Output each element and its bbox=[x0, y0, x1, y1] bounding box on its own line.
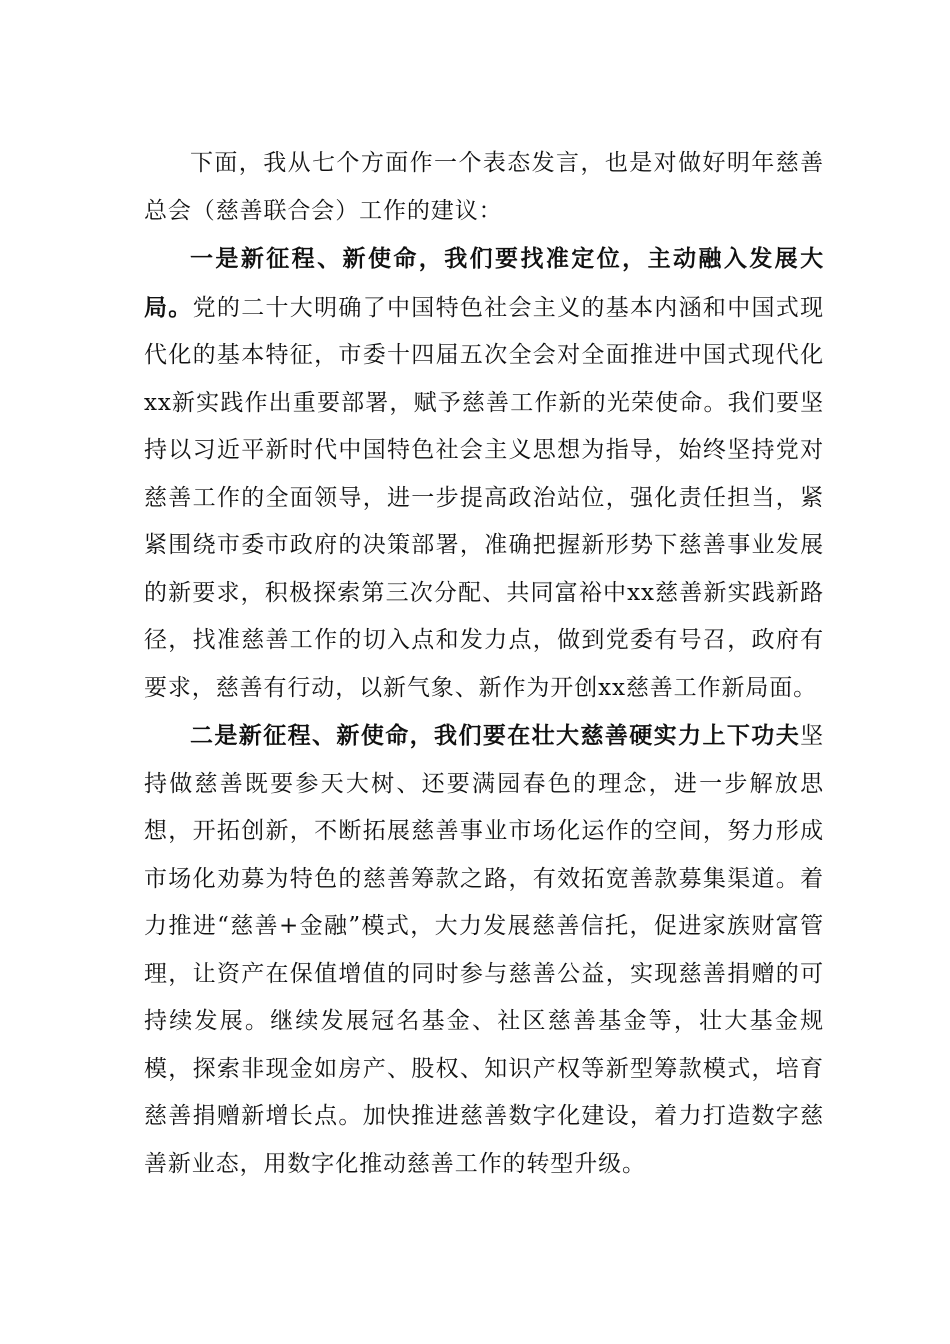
document-body bbox=[144, 140, 824, 1188]
section-1-heading: 一是新征程、新使命，我们要找准定位，主动融入发展大局。 bbox=[144, 245, 824, 321]
section-2-body: 坚持做慈善既要参天大树、还要满园春色的理念，进一步解放思想，开拓创新，不断拓展慈善事业市场化运作的空间，努力形成市场化劝募为特色的慈善筹款之路，有效拓宽善款募集渠道。着力推进“慈善+金融”模式，大力发展慈善信托，促进家族财富管理，让资产在保值增值的同时参与慈善公益，实现慈善捐赠的可持续发展。继续发展冠名基金、社区慈善基金等，壮大基金规模，探索非现金如房产、股权、知识产权等新型筹款模式，培育慈善捐赠新增长点。加快推进慈善数字化建设，着力打造数字慈善新业态，用数字化推动慈善工作的转型升级。 bbox=[144, 723, 824, 1177]
section-1-paragraph bbox=[144, 235, 824, 712]
intro-text: 下面，我从七个方面作一个表态发言，也是对做好明年慈善总会（慈善联合会）工作的建议： bbox=[144, 150, 824, 224]
intro-paragraph bbox=[144, 140, 824, 235]
section-2-paragraph bbox=[144, 712, 824, 1188]
section-1-body: 党的二十大明确了中国特色社会主义的基本内涵和中国式现代化的基本特征，市委十四届五次全会对全面推进中国式现代化xx新实践作出重要部署，赋予慈善工作新的光荣使命。我们要坚持以习近平新时代中国特色社会主义思想为指导，始终坚持党对慈善工作的全面领导，进一步提高政治站位，强化责任担当，紧紧围绕市委市政府的决策部署，准确把握新形势下慈善事业发展的新要求，积极探索第三次分配、共同富裕中xx慈善新实践新路径，找准慈善工作的切入点和发力点，做到党委有号召，政府有要求，慈善有行动，以新气象、新作为开创xx慈善工作新局面。 bbox=[144, 294, 824, 701]
section-2-heading: 二是新征程、新使命，我们要在壮大慈善硬实力上下功夫 bbox=[190, 722, 801, 749]
